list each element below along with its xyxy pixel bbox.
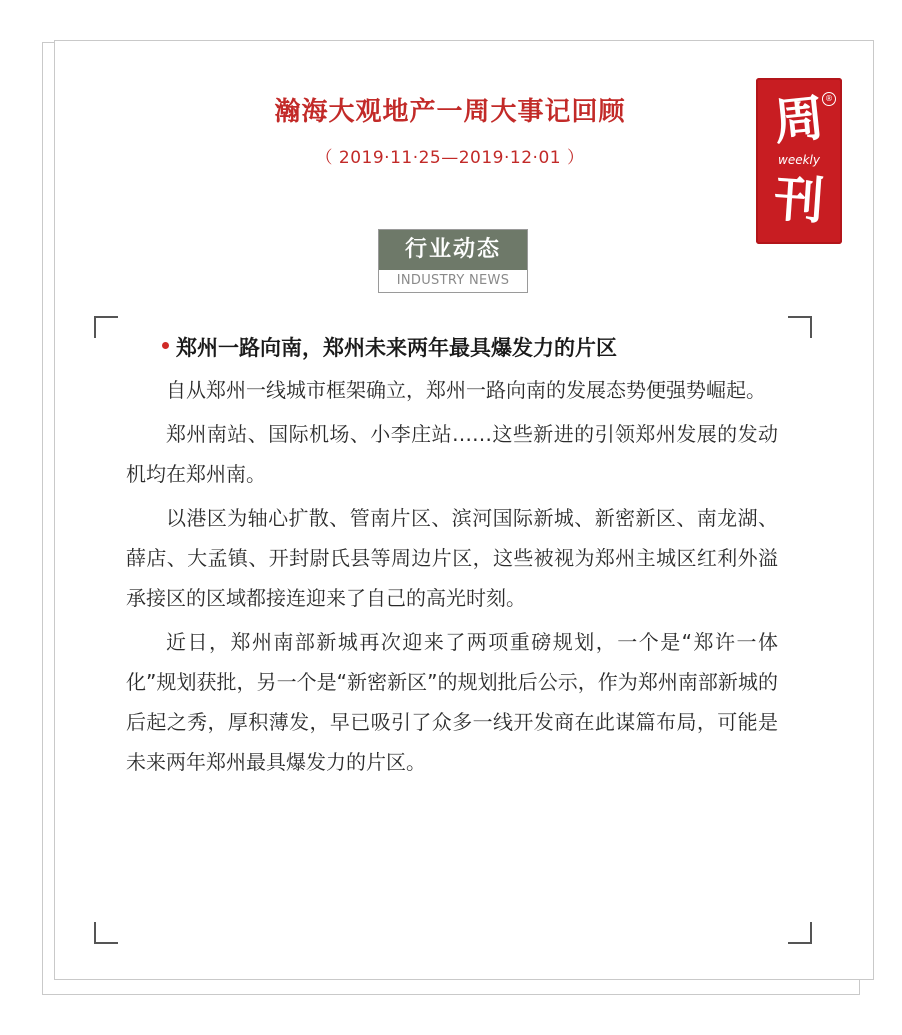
seal-char-bottom: 刊 — [772, 168, 827, 231]
registered-mark-icon: ® — [822, 92, 836, 106]
corner-mark-bottom-right — [788, 922, 812, 944]
date-range: （ 2019·11·25—2019·12·01 ） — [315, 148, 585, 168]
article-paragraph: 近日，郑州南部新城再次迎来了两项重磅规划，一个是“郑许一体化”规划获批，另一个是“新密新区”的规划批后公示，作为郑州南部新城的后起之秀，厚积薄发，早已吸引了众多一线开发商在此谋篇布局，可能是未来两年郑州最具爆发力的片区。 — [126, 630, 778, 774]
article-paragraph: 自从郑州一线城市框架确立，郑州一路向南的发展态势便强势崛起。 — [166, 378, 766, 402]
article-body — [126, 330, 778, 782]
section-header — [378, 229, 528, 293]
bullet-dot-icon — [162, 342, 169, 349]
section-title: 行业动态 — [379, 230, 527, 270]
page-title: 瀚海大观地产一周大事记回顾 — [274, 97, 626, 127]
article-paragraph: 郑州南站、国际机场、小李庄站……这些新进的引领郑州发展的发动机均在郑州南。 — [126, 422, 778, 486]
corner-mark-top-left — [94, 316, 118, 338]
article-headline-text: 郑州一路向南，郑州未来两年最具爆发力的片区 — [176, 336, 617, 360]
article-headline — [126, 330, 778, 366]
corner-mark-bottom-left — [94, 922, 118, 944]
corner-mark-top-right — [788, 316, 812, 338]
article-paragraph: 以港区为轴心扩散、管南片区、滨河国际新城、新密新区、南龙湖、薛店、大孟镇、开封尉氏县等周边片区，这些被视为郑州主城区红利外溢承接区的区域都接连迎来了自己的高光时刻。 — [126, 506, 778, 610]
weekly-seal-logo — [756, 78, 842, 244]
seal-word: weekly — [778, 153, 820, 167]
section-subtitle: INDUSTRY NEWS — [396, 273, 510, 288]
seal-char-top: 周 — [771, 87, 827, 152]
